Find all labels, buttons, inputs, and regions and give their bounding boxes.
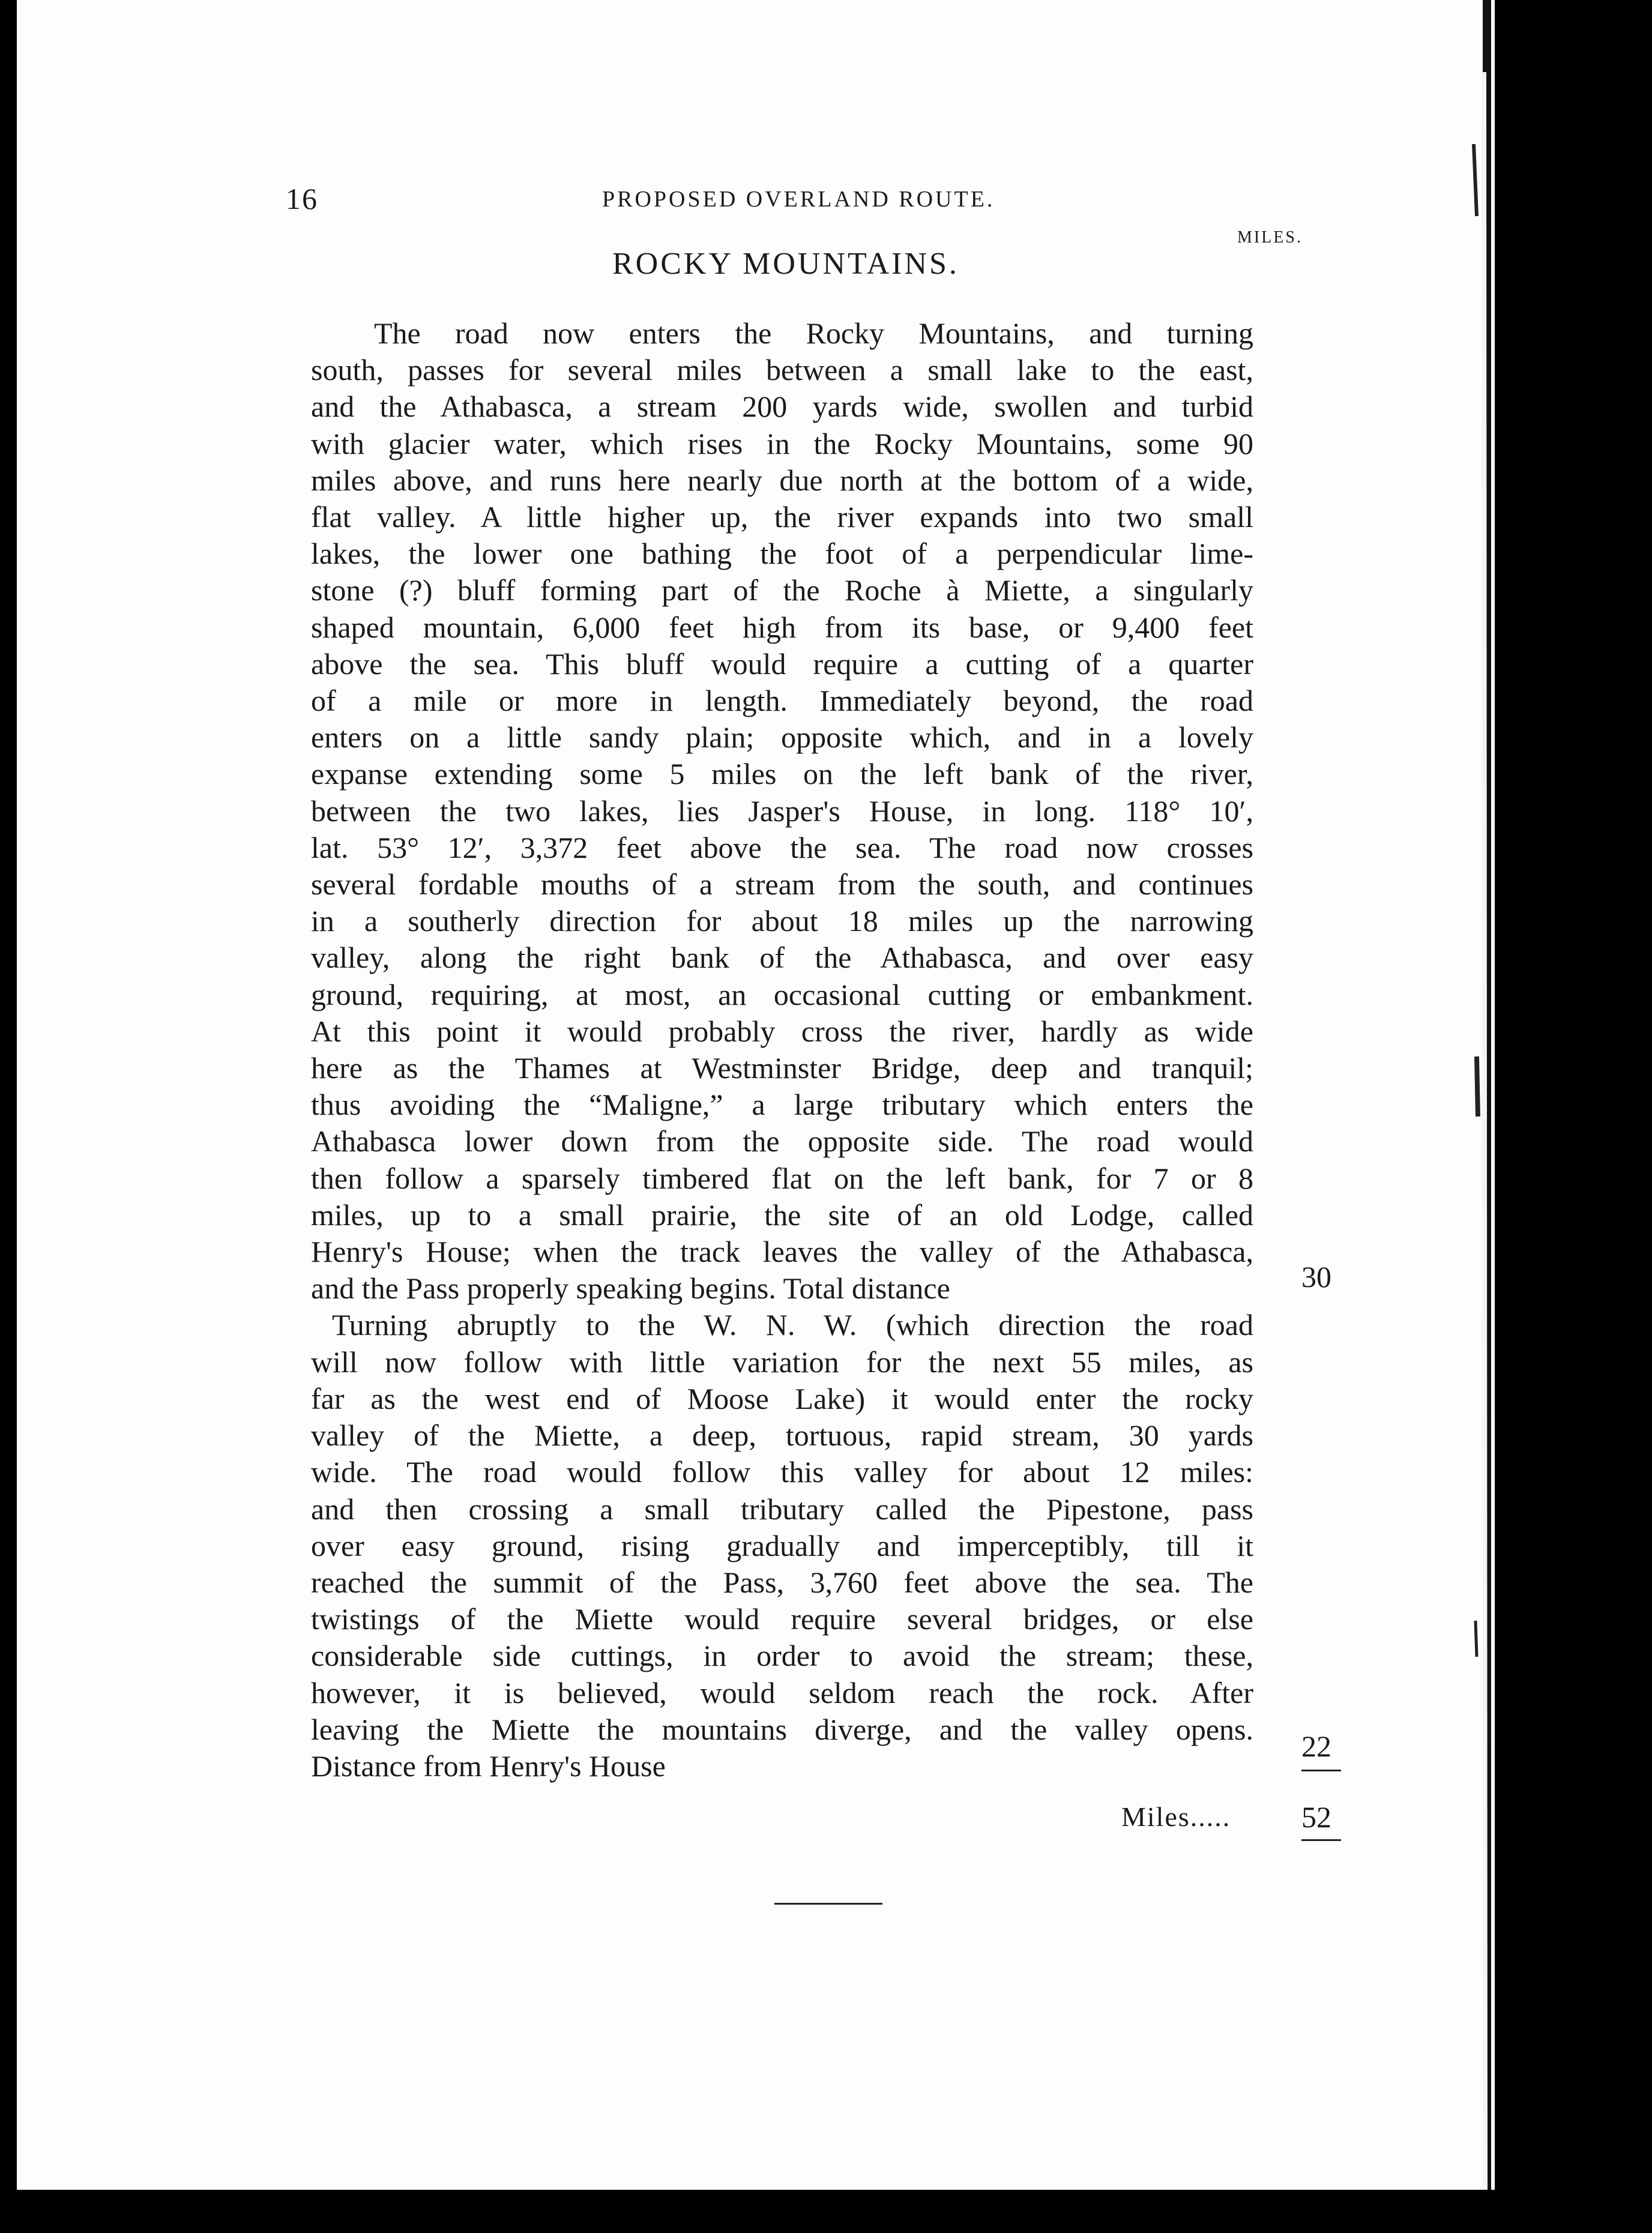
text-line: however, it is believed, would seldom reach the rock. After: [311, 1675, 1253, 1710]
text-line: far as the west end of Moose Lake) it would enter the rocky: [311, 1381, 1253, 1415]
page-number: 16: [286, 182, 318, 215]
paragraph-miette-valley: [311, 1307, 1253, 1785]
text-line: The road now enters the Rocky Mountains, and turning: [374, 316, 1253, 350]
text-line: several fordable mouths of a stream from the south, and continues: [311, 867, 1253, 902]
text-line: shaped mountain, 6,000 feet high from its base, or 9,400 feet: [311, 610, 1253, 644]
text-line: valley, along the right bank of the Athabasca, and over easy: [311, 941, 1253, 975]
text-line: Distance from Henry's House: [311, 1749, 666, 1783]
text-line: with glacier water, which rises in the Rocky Mountains, some 90: [311, 426, 1253, 460]
text-line: considerable side cuttings, in order to avoid the stream; these,: [311, 1639, 1253, 1673]
text-line: lakes, the lower one bathing the foot of a perpendicular lime-: [311, 537, 1253, 571]
text-line: thus avoiding the “Maligne,” a large tributary which enters the: [311, 1088, 1253, 1122]
text-line: will now follow with little variation for the next 55 miles, as: [311, 1345, 1253, 1379]
text-line: leaving the Miette the mountains diverge, and the valley opens.: [311, 1712, 1253, 1746]
text-line: miles, up to a small prairie, the site of an old Lodge, called: [311, 1198, 1253, 1232]
text-line: between the two lakes, lies Jasper's House, in long. 118° 10′,: [311, 794, 1253, 828]
distance-value-summit: 22: [1301, 1729, 1331, 1763]
text-line: stone (?) bluff forming part of the Roche à Miette, a singularly: [311, 573, 1253, 607]
book-page: [17, 0, 1495, 2190]
text-line: valley of the Miette, a deep, tortuous, rapid stream, 30 yards: [311, 1418, 1253, 1453]
binding-edge-marks: [1441, 0, 1513, 2190]
miles-column-heading: MILES.: [1237, 228, 1303, 247]
section-title: ROCKY MOUNTAINS.: [612, 247, 959, 281]
text-line: reached the summit of the Pass, 3,760 feet above the sea. The: [311, 1565, 1253, 1599]
text-line: Turning abruptly to the W. N. W. (which direction the road: [332, 1308, 1253, 1342]
text-line: twistings of the Miette would require several bridges, or else: [311, 1602, 1253, 1636]
total-miles-label: Miles.....: [1121, 1801, 1231, 1832]
text-line: above the sea. This bluff would require a cutting of a quarter: [311, 646, 1253, 681]
text-line: over easy ground, rising gradually and imperceptibly, till it: [311, 1528, 1253, 1562]
running-head: [17, 181, 1495, 217]
running-title: PROPOSED OVERLAND ROUTE.: [602, 187, 995, 212]
paragraph-rocky-mountains-route: [311, 315, 1253, 1307]
text-line: lat. 53° 12′, 3,372 feet above the sea. The road now crosses: [311, 830, 1253, 864]
text-line: Athabasca lower down from the opposite side. The road would: [311, 1124, 1253, 1159]
total-rule: [1301, 1839, 1341, 1841]
sum-rule: [1301, 1770, 1341, 1771]
text-line: and then crossing a small tributary called the Pipestone, pass: [311, 1492, 1253, 1526]
text-line: here as the Thames at Westminster Bridge, deep and tranquil;: [311, 1051, 1253, 1085]
text-line: expanse extending some 5 miles on the left bank of the river,: [311, 757, 1253, 791]
text-line: Henry's House; when the track leaves the valley of the Athabasca,: [311, 1235, 1253, 1269]
body-text: [311, 315, 1253, 1785]
text-line: and the Athabasca, a stream 200 yards wide, swollen and turbid: [311, 390, 1253, 424]
text-line: flat valley. A little higher up, the river expands into two small: [311, 500, 1253, 534]
text-line: miles above, and runs here nearly due north at the bottom of a wide,: [311, 463, 1253, 497]
text-line: in a southerly direction for about 18 miles up the narrowing: [311, 904, 1253, 938]
text-line: enters on a little sandy plain; opposite which, and in a lovely: [311, 720, 1253, 755]
text-line: At this point it would probably cross the river, hardly as wide: [311, 1014, 1253, 1048]
text-line: south, passes for several miles between a small lake to the east,: [311, 353, 1253, 387]
total-miles-value: 52: [1301, 1800, 1331, 1834]
text-line: and the Pass properly speaking begins. Total distance: [311, 1271, 950, 1306]
text-line: then follow a sparsely timbered flat on the left bank, for 7 or 8: [311, 1161, 1253, 1195]
distance-value-henrys-house: 30: [1301, 1260, 1331, 1294]
text-line: wide. The road would follow this valley for about 12 miles:: [311, 1455, 1253, 1489]
text-line: ground, requiring, at most, an occasional cutting or embankment.: [311, 977, 1253, 1011]
section-end-rule: [774, 1903, 882, 1905]
text-line: of a mile or more in length. Immediately beyond, the road: [311, 684, 1253, 718]
